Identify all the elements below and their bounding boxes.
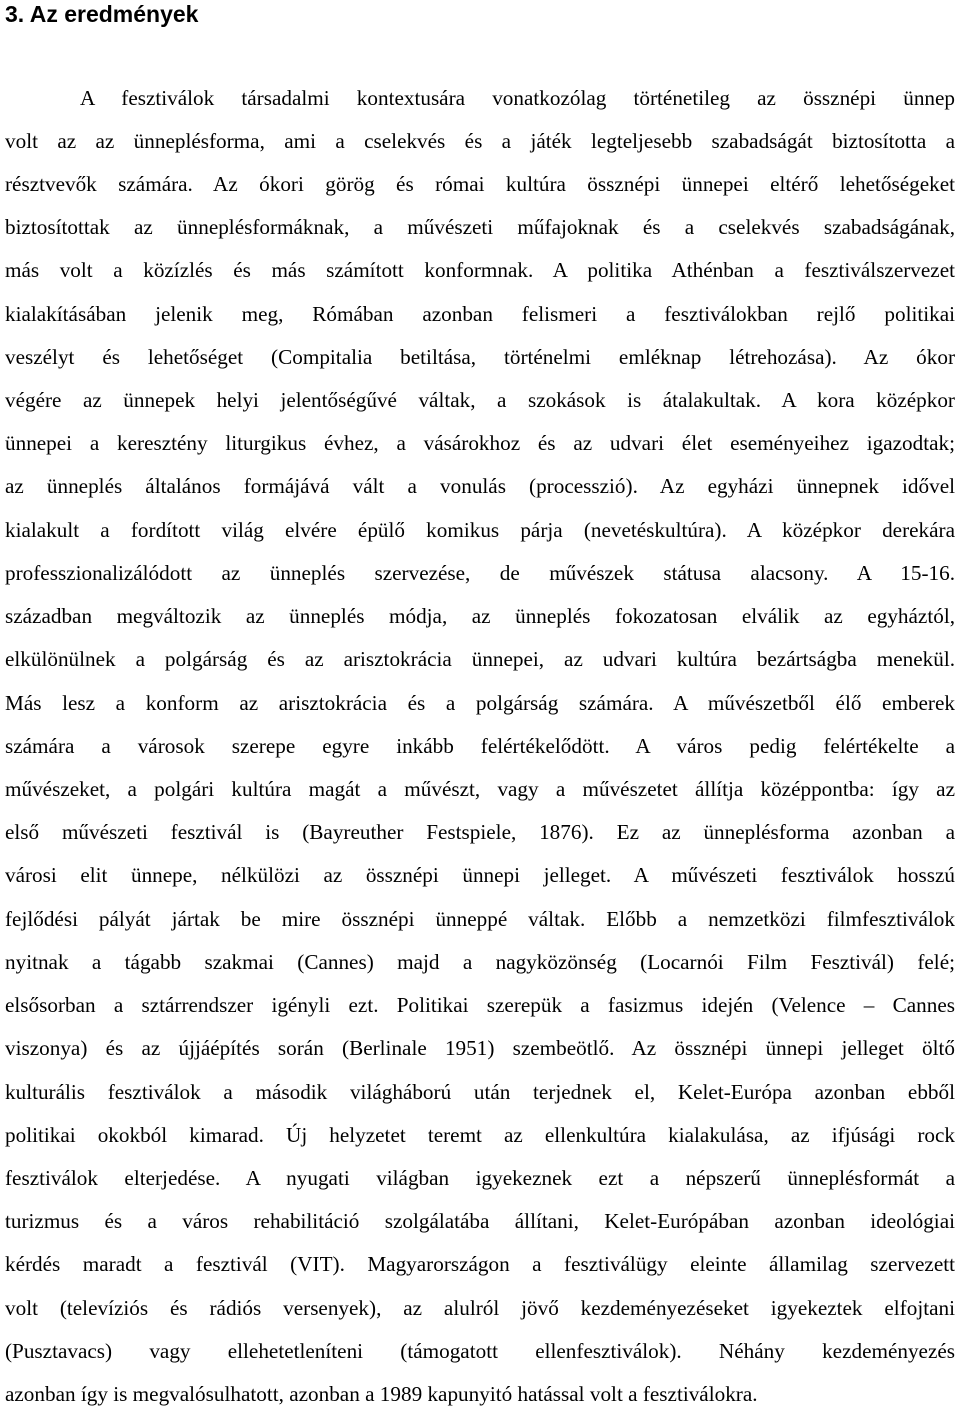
paragraph-line: biztosítottak az ünneplésformáknak, a művészeti műfajoknak és a cselekvés szabadságának,	[5, 215, 955, 239]
paragraph-line: városi elit ünnepe, nélkülözi az össznépi ünnepi jelleget. A művészeti fesztiválok hosszú	[5, 863, 955, 887]
paragraph-line: elsősorban a sztárrendszer igényli ezt. Politikai szerepük a fasizmus idején (Velence – Cannes	[5, 993, 955, 1017]
paragraph-line: században megváltozik az ünneplés módja, az ünneplés fokozatosan elválik az egyháztól,	[5, 604, 955, 628]
paragraph-line: Más lesz a konform az arisztokrácia és a polgárság számára. A művészetből élő emberek	[5, 691, 955, 715]
paragraph-line: kialakult a fordított világ elvére épülő komikus párja (nevetéskultúra). A középkor derekára	[5, 518, 955, 542]
paragraph-line: A fesztiválok társadalmi kontextusára vonatkozólag történetileg az össznépi ünnep	[80, 86, 955, 110]
paragraph-line: az ünneplés általános formájává vált a vonulás (processzió). Az egyházi ünnepnek idővel	[5, 474, 955, 498]
paragraph-line: nyitnak a tágabb szakmai (Cannes) majd a nagyközönség (Locarnói Film Fesztivál) felé;	[5, 950, 955, 974]
paragraph-line: veszélyt és lehetőséget (Compitalia betiltása, történelmi emléknap létrehozása). Az ókor	[5, 345, 955, 369]
paragraph-line: első művészeti fesztivál is (Bayreuther Festspiele, 1876). Ez az ünneplésforma azonban a	[5, 820, 955, 844]
paragraph-line: politikai okokból kimarad. Új helyzetet teremt az ellenkultúra kialakulása, az ifjúsági rock	[5, 1123, 955, 1147]
paragraph-line: volt (televíziós és rádiós versenyek), az alulról jövő kezdeményezéseket igyekeztek elfojtani	[5, 1296, 955, 1320]
paragraph-line: kialakításában jelenik meg, Rómában azonban felismeri a fesztiválokban rejlő politikai	[5, 302, 955, 326]
paragraph-line: professzionalizálódott az ünneplés szervezése, de művészek státusa alacsony. A 15-16.	[5, 561, 955, 585]
paragraph-line: művészeket, a polgári kultúra magát a művészt, vagy a művészetet állítja középpontba: így az	[5, 777, 955, 801]
paragraph-line: fejlődési pályát jártak be mire össznépi ünneppé váltak. Előbb a nemzetközi filmfesztiválok	[5, 907, 955, 931]
paragraph-line: elkülönülnek a polgárság és az arisztokrácia ünnepei, az udvari kultúra bezártságba menekül.	[5, 647, 955, 671]
paragraph-line: végére az ünnepek helyi jelentőségűvé váltak, a szokások is átalakultak. A kora középkor	[5, 388, 955, 412]
paragraph-line: kérdés maradt a fesztivál (VIT). Magyarországon a fesztiválügy eleinte államilag szervezett	[5, 1252, 955, 1276]
paragraph-line: kulturális fesztiválok a második világháború után terjednek el, Kelet-Európa azonban ebből	[5, 1080, 955, 1104]
paragraph-line: résztvevők számára. Az ókori görög és római kultúra össznépi ünnepei eltérő lehetőségeket	[5, 172, 955, 196]
paragraph-line: (Pusztavacs) vagy ellehetetleníteni (támogatott ellenfesztiválok). Néhány kezdeményezés	[5, 1339, 955, 1363]
paragraph-line: ünnepei a keresztény liturgikus évhez, a vásárokhoz és az udvari élet eseményeihez igazodtak;	[5, 431, 955, 455]
paragraph-line: más volt a közízlés és más számított konformnak. A politika Athénban a fesztiválszervezet	[5, 258, 955, 282]
section-heading: 3. Az eredmények	[5, 1, 199, 27]
paragraph-line: azonban így is megvalósulhatott, azonban a 1989 kapunyitó hatással volt a fesztiválokra.	[5, 1382, 758, 1406]
paragraph-line: turizmus és a város rehabilitáció szolgálatába állítani, Kelet-Európában azonban ideológiai	[5, 1209, 955, 1233]
paragraph-line: viszonya) és az újjáépítés során (Berlinale 1951) szembeötlő. Az össznépi ünnepi jelleget öltő	[5, 1036, 955, 1060]
paragraph-line: fesztiválok elterjedése. A nyugati világban igyekeznek ezt a népszerű ünneplésformát a	[5, 1166, 955, 1190]
paragraph-line: számára a városok szerepe egyre inkább felértékelődött. A város pedig felértékelte a	[5, 734, 955, 758]
paragraph-line: volt az az ünneplésforma, ami a cselekvés és a játék legteljesebb szabadságát biztosította a	[5, 129, 955, 153]
